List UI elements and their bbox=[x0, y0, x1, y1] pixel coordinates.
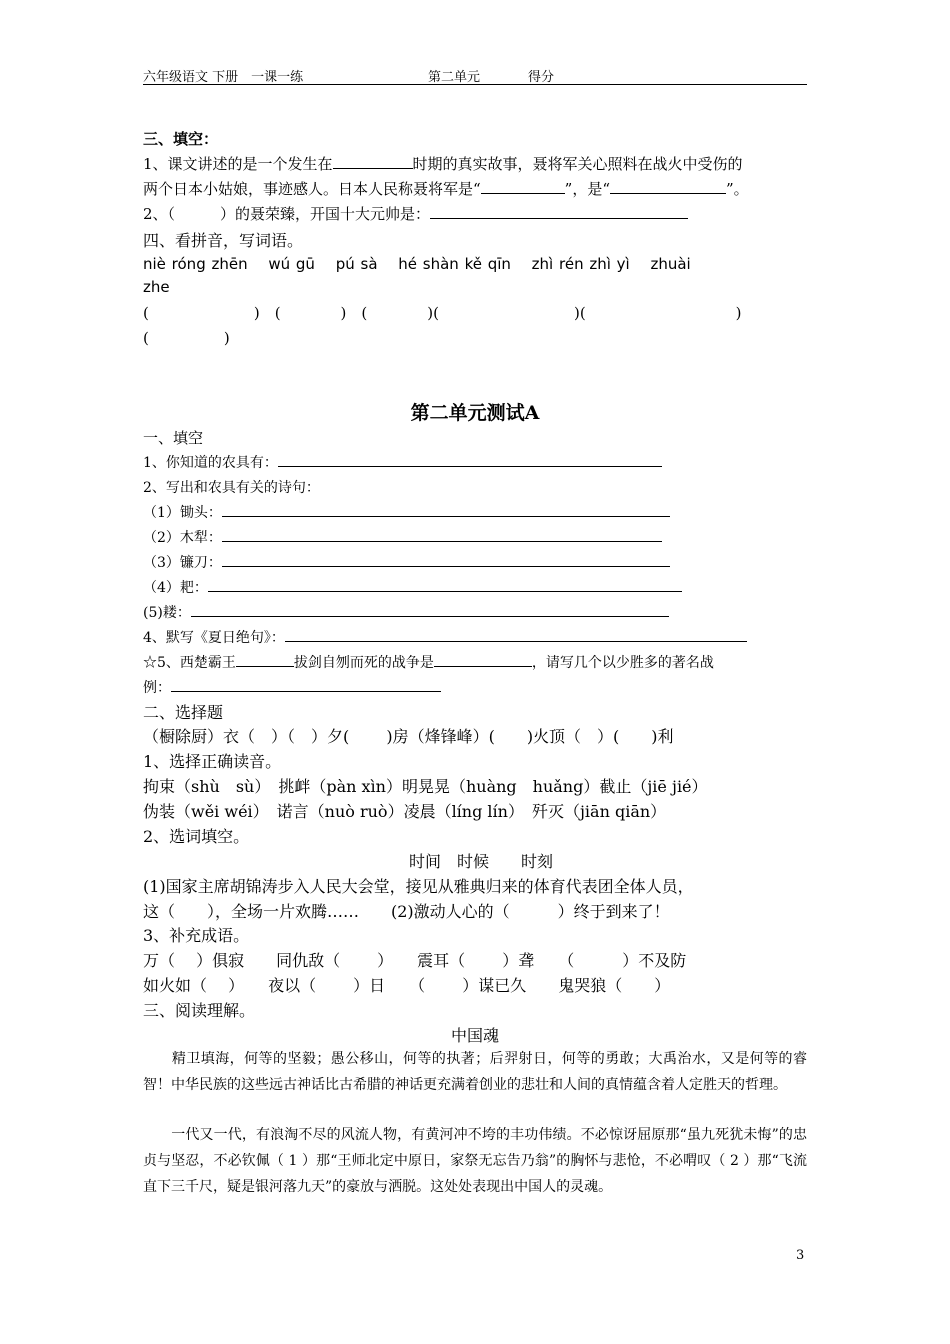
blank[interactable] bbox=[610, 178, 726, 194]
blank[interactable] bbox=[222, 526, 662, 542]
blank[interactable] bbox=[222, 551, 670, 567]
blank[interactable] bbox=[278, 451, 662, 467]
blank[interactable] bbox=[285, 626, 747, 642]
idiom-row-2: 如火如（ ） 夜以（ ）日 （ ）谋已久 鬼哭狼（ ） bbox=[143, 976, 671, 995]
section3-q1-line2: 两个日本小姑娘，事迹感人。日本人民称聂将军是“ ”，是“ ”。 bbox=[143, 180, 749, 198]
header-book: 六年级语文 下册 一课一练 bbox=[143, 70, 304, 85]
fill-2-5: (5)耧： bbox=[143, 601, 669, 622]
word-choices: 时间 时候 时刻 bbox=[409, 852, 554, 871]
fill-2: 2、写出和农具有关的诗句： bbox=[143, 480, 320, 496]
header-unit: 第二单元 bbox=[428, 70, 481, 85]
reading-paragraph-2: 一代又一代，有浪淘不尽的风流人物，有黄河冲不垮的丰功伟绩。不必惊讶屈原那“虽九死犹未悔”的忠贞与坚忍，不必钦佩（ 1 ）那“王师北定中原日，家祭无忘告乃翁”的胸怀与悲怆，不必喟叹（ 2 ）那“飞流直下三千尺，疑是银河落九天”的豪放与洒脱。这处处表现出中国人的灵魂。 bbox=[143, 1127, 807, 1195]
paren-line: ( ) ( ) ( )( )( ) bbox=[143, 304, 742, 322]
blank[interactable] bbox=[434, 651, 532, 667]
blank[interactable] bbox=[191, 601, 669, 617]
q3-title: 3、补充成语。 bbox=[143, 926, 250, 945]
blank[interactable] bbox=[236, 651, 294, 667]
sentence-1: (1)国家主席胡锦涛步入人民大会堂，接见从雅典归来的体育代表团全体人员， bbox=[143, 877, 694, 896]
header-rule bbox=[143, 84, 807, 85]
blank[interactable] bbox=[430, 203, 688, 219]
fill-5-line1: ☆5、西楚霸王 拔剑自刎而死的战争是 ，请写几个以少胜多的著名战 bbox=[143, 651, 714, 672]
part1-title: 一、填空 bbox=[143, 429, 204, 447]
section3-q2: 2、（ ）的聂荣臻，开国十大元帅是： bbox=[143, 203, 688, 224]
test-title: 第二单元测试A bbox=[410, 402, 540, 424]
pinyin-line: niè róng zhēn wú gū pú sà hé shàn kě qīn zhì rén zhì yì zhuài bbox=[143, 255, 691, 273]
blank[interactable] bbox=[333, 153, 413, 169]
reading-paragraph-1: 精卫填海，何等的坚毅；愚公移山，何等的执著；后羿射日，何等的勇敢；大禹治水，又是何等的睿智！中华民族的这些远古神话比古希腊的神话更充满着创业的悲壮和人间的真情蕴含着人定胜天的哲理。 bbox=[143, 1051, 807, 1093]
section3-title: 三、填空： bbox=[143, 130, 219, 148]
fill-2-2: （2）木犁： bbox=[143, 526, 662, 547]
reading-title: 中国魂 bbox=[450, 1026, 499, 1045]
paren-line-2: ( ) bbox=[143, 329, 230, 347]
section4-title: 四、看拼音，写词语。 bbox=[143, 231, 304, 250]
fill-1: 1、你知道的农具有： bbox=[143, 451, 662, 472]
reading-row-2: 伪装（wěi wéi） 诺言（nuò ruò）凌晨（líng lín） 歼灭（jiān qiān） bbox=[143, 802, 667, 821]
section3-q1-line1: 1、课文讲述的是一个发生在 时期的真实故事，聂将军关心照料在战火中受伤的 bbox=[143, 155, 743, 173]
blank[interactable] bbox=[171, 676, 441, 692]
reading-row-1: 拘束（shù sù） 挑衅（pàn xìn）明晃晃（huàng huǎng）截止（jiē jié） bbox=[143, 777, 708, 796]
pinyin-line-2: zhe bbox=[143, 278, 170, 296]
q1-title: 1、选择正确读音。 bbox=[143, 752, 282, 771]
blank[interactable] bbox=[208, 576, 682, 592]
part2-title: 二、选择题 bbox=[143, 703, 224, 722]
fill-5-line2: 例： bbox=[143, 676, 441, 697]
fill-2-3: （3）镰刀： bbox=[143, 551, 670, 572]
sentence-2: 这（ ），全场一片欢腾…… (2)激动人心的（ ）终于到来了！ bbox=[143, 902, 670, 921]
fill-4: 4、默写《夏日绝句》： bbox=[143, 626, 747, 647]
fill-2-1: （1）锄头： bbox=[143, 501, 670, 522]
q2-title: 2、选词填空。 bbox=[143, 827, 250, 846]
fill-2-4: （4）耙： bbox=[143, 576, 682, 597]
header-score: 得分 bbox=[528, 70, 555, 85]
idiom-row-1: 万（ ）俱寂 同仇敌（ ） 震耳（ ）聋 （ ）不及防 bbox=[143, 951, 687, 970]
page-number: 3 bbox=[796, 1248, 805, 1263]
part3-title: 三、阅读理解。 bbox=[143, 1001, 256, 1020]
choose-line: （橱除厨）衣（ ）（ ）夕( )房（烽锋峰）( )火顶（ ）( )利 bbox=[143, 727, 674, 746]
blank[interactable] bbox=[222, 501, 670, 517]
blank[interactable] bbox=[481, 178, 565, 194]
